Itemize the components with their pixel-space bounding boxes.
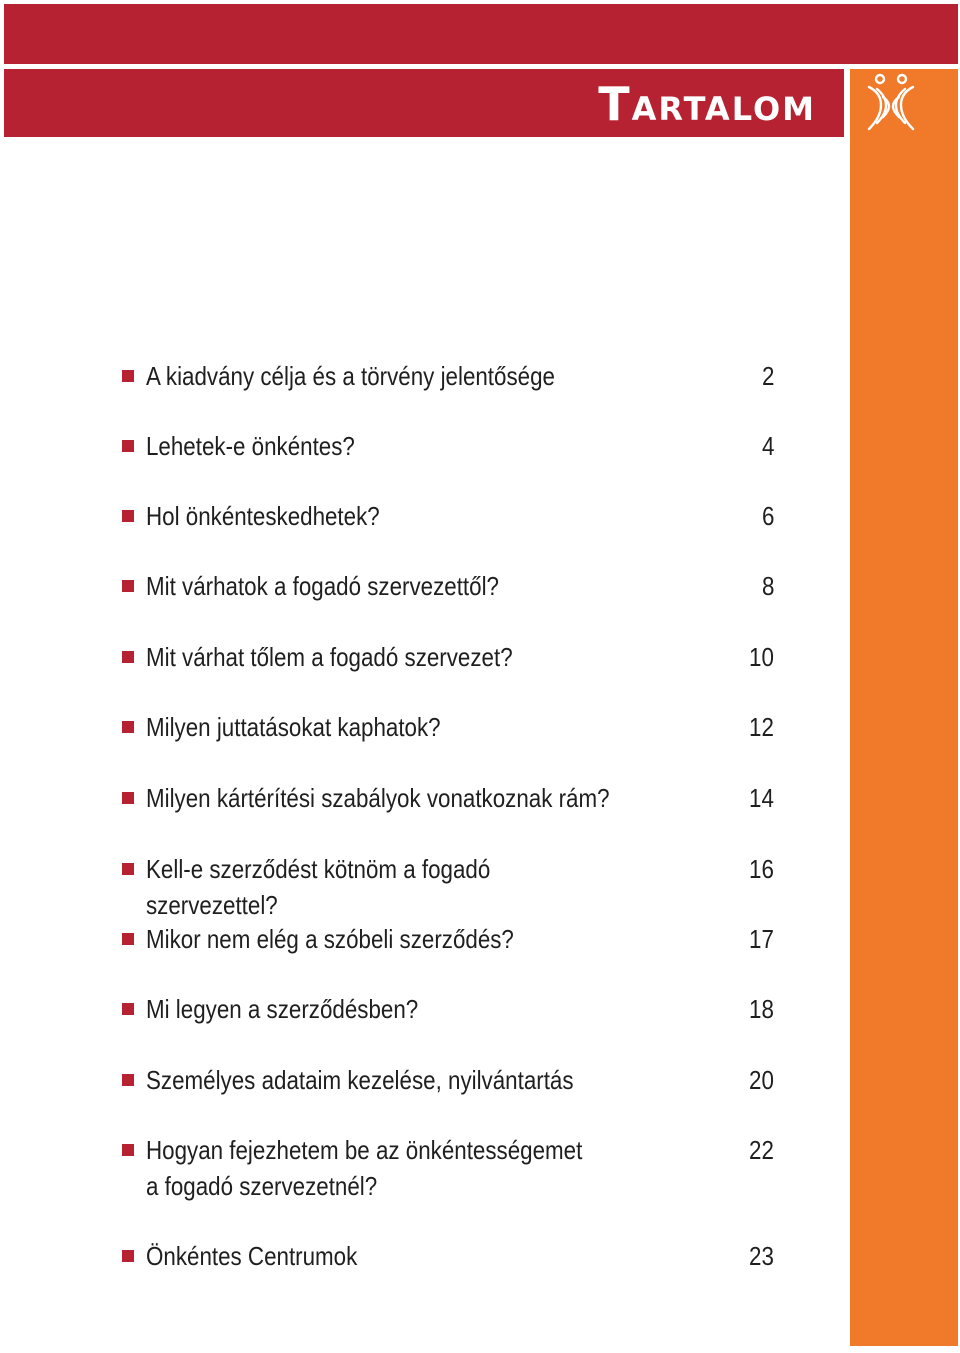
toc-item-label: Kell-e szerződést kötnöm a fogadó szervezettel?: [146, 854, 491, 920]
bullet-icon: [122, 651, 134, 663]
bullet-icon: [122, 933, 134, 945]
bullet-icon: [122, 510, 134, 522]
page-title: Tartalom: [598, 77, 816, 131]
toc-item[interactable]: [122, 709, 782, 745]
bullet-icon: [122, 1144, 134, 1156]
toc-item-label: Milyen kártérítési szabályok vonatkoznak rám?: [146, 783, 610, 813]
toc-item-label: Önkéntes Centrumok: [146, 1241, 358, 1271]
bullet-icon: [122, 792, 134, 804]
bullet-icon: [122, 721, 134, 733]
toc-page-number: 14: [749, 783, 774, 813]
bullet-icon: [122, 580, 134, 592]
toc-item[interactable]: [122, 991, 782, 1027]
bullet-icon: [122, 1003, 134, 1015]
toc-item-label: A kiadvány célja és a törvény jelentősége: [146, 361, 555, 391]
toc-page-number: 4: [761, 431, 774, 461]
toc-item-label: Hogyan fejezhetem be az önkéntességemet a fogadó szervezetnél?: [146, 1135, 583, 1201]
toc-item-label: Mi legyen a szerződésben?: [146, 994, 419, 1024]
toc-item[interactable]: [122, 921, 782, 957]
bullet-icon: [122, 440, 134, 452]
toc-item-label: Milyen juttatásokat kaphatok?: [146, 712, 441, 742]
toc-page-number: 22: [749, 1135, 774, 1165]
bullet-icon: [122, 370, 134, 382]
toc-item-label: Mit várhatok a fogadó szervezettől?: [146, 571, 499, 601]
toc-item-label: Személyes adataim kezelése, nyilvántartás: [146, 1065, 574, 1095]
toc-item[interactable]: [122, 1132, 782, 1204]
toc-item[interactable]: [122, 428, 782, 464]
toc-item[interactable]: [122, 780, 782, 816]
bullet-icon: [122, 1074, 134, 1086]
toc-page-number: 12: [749, 712, 774, 742]
toc-item-label: Hol önkénteskedhetek?: [146, 501, 380, 531]
side-strip: [850, 69, 958, 1346]
toc-item[interactable]: [122, 639, 782, 675]
toc-page-number: 2: [761, 361, 774, 391]
toc-item[interactable]: [122, 1238, 782, 1274]
toc-item-label: Mit várhat tőlem a fogadó szervezet?: [146, 642, 513, 672]
title-band: [4, 69, 844, 137]
toc-item-label: Mikor nem elég a szóbeli szerződés?: [146, 924, 514, 954]
toc-item-label: Lehetek-e önkéntes?: [146, 431, 355, 461]
toc-page-number: 20: [749, 1065, 774, 1095]
toc-item[interactable]: [122, 851, 782, 923]
toc-item[interactable]: [122, 498, 782, 534]
toc-page-number: 8: [761, 571, 774, 601]
toc-page-number: 6: [761, 501, 774, 531]
toc-item[interactable]: [122, 568, 782, 604]
header-top-band: [4, 4, 958, 64]
logo-icon: [863, 73, 919, 135]
toc-page-number: 17: [749, 924, 774, 954]
toc-page-number: 18: [749, 994, 774, 1024]
bullet-icon: [122, 1250, 134, 1262]
bullet-icon: [122, 863, 134, 875]
toc-page-number: 16: [749, 854, 774, 884]
toc-page-number: 10: [749, 642, 774, 672]
toc-item[interactable]: [122, 358, 782, 394]
toc-item[interactable]: [122, 1062, 782, 1098]
toc-page-number: 23: [749, 1241, 774, 1271]
